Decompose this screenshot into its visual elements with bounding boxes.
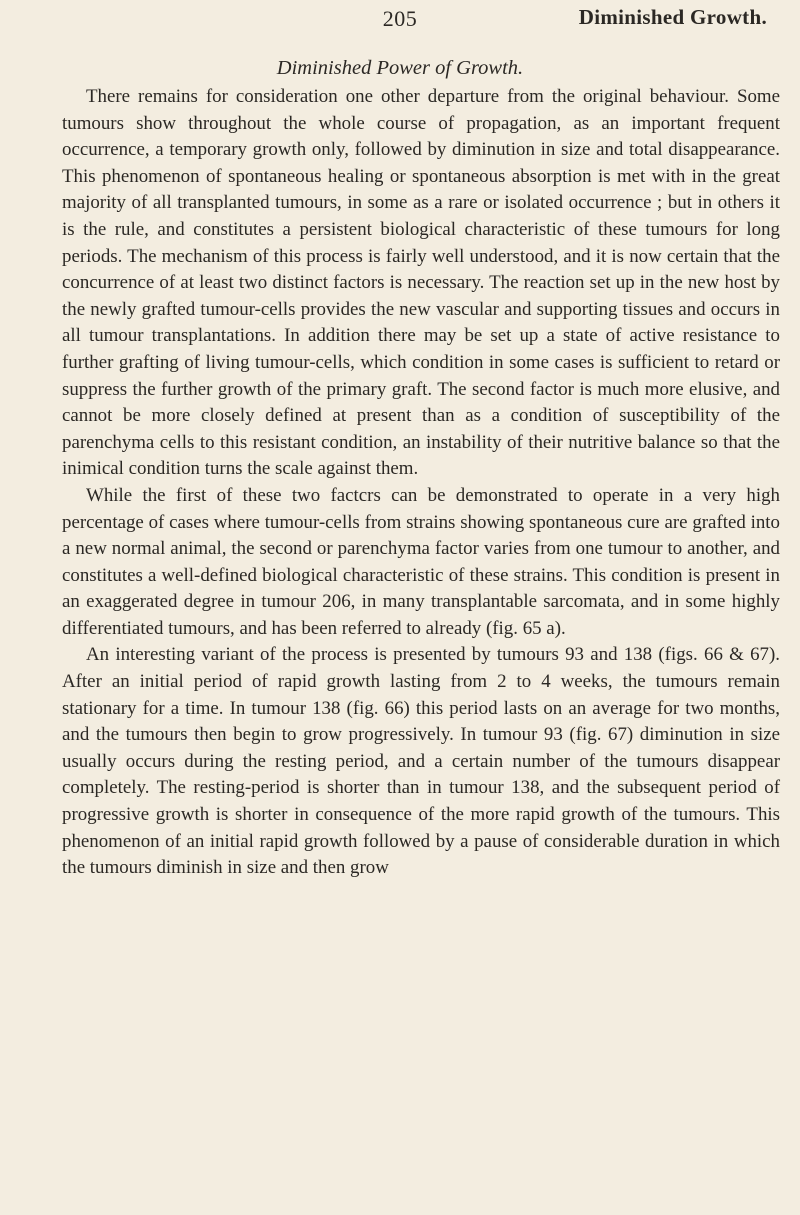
page-number: 205 bbox=[382, 6, 418, 31]
section-heading: Diminished Power of Growth. bbox=[276, 57, 524, 79]
paragraph: An interesting variant of the process is presented by tumours 93 and 138 (figs. 66 & 67). After an initial period of rapid growth lasting from 2 to 4 weeks, the tumours remain stationary for a time. In tumour 138 (fig. 66) this period lasts on an average for two months, and the tumours then begin to grow progressively. In tumour 93 (fig. 67) diminution in size usually occurs during the resting period, and a certain number of the tumours disappear completely. The resting-period is shorter than in tumour 138, and the subsequent period of progressive growth is shorter in consequence of the more rapid growth of the tumours. This phenomenon of an initial rapid growth followed by a pause of considerable duration in which the tumours diminish in size and then grow bbox=[62, 644, 780, 879]
paragraph: There remains for consideration one other departure from the original behaviour. Some tumours show throughout the whole course of propagation, as an important frequent occurrence, a temporary growth only, followed by diminution in size and total disappearance. This phenomenon of spontaneous healing or spontaneous absorption is met with in the great majority of all transplanted tumours, in some as a rare or isolated occurrence ; but in others it is the rule, and constitutes a persistent biological characteristic of these tumours for long periods. The mechanism of this process is fairly well understood, and it is now certain that the concurrence of at least two distinct factors is necessary. The reaction set up in the new host by the newly grafted tumour-cells provides the new vascular and supporting tissues and occurs in all tumour transplantations. In addition there may be set up a state of active resistance to further grafting of living tumour-cells, which condition in some cases is sufficient to retard or suppress the further growth of the primary graft. The second factor is much more elusive, and cannot be more closely defined at present than as a condition of susceptibility of the parenchyma cells to this resistant condition, an instability of their nutritive balance so that the inimical condition turns the scale against them. bbox=[62, 86, 780, 480]
running-head: Diminished Growth. bbox=[578, 5, 767, 29]
body-text bbox=[62, 84, 780, 882]
paragraph: While the first of these two factcrs can be demonstrated to operate in a very high percentage of cases where tumour-cells from strains showing spontaneous cure are grafted into a new normal animal, the second or parenchyma factor varies from one tumour to another, and constitutes a well-defined biological characteristic of these strains. This condition is present in an exaggerated degree in tumour 206, in many transplantable sarcomata, and in some highly differentiated tumours, and has been referred to already (fig. 65 a). bbox=[62, 484, 780, 639]
page-header bbox=[0, 0, 800, 50]
